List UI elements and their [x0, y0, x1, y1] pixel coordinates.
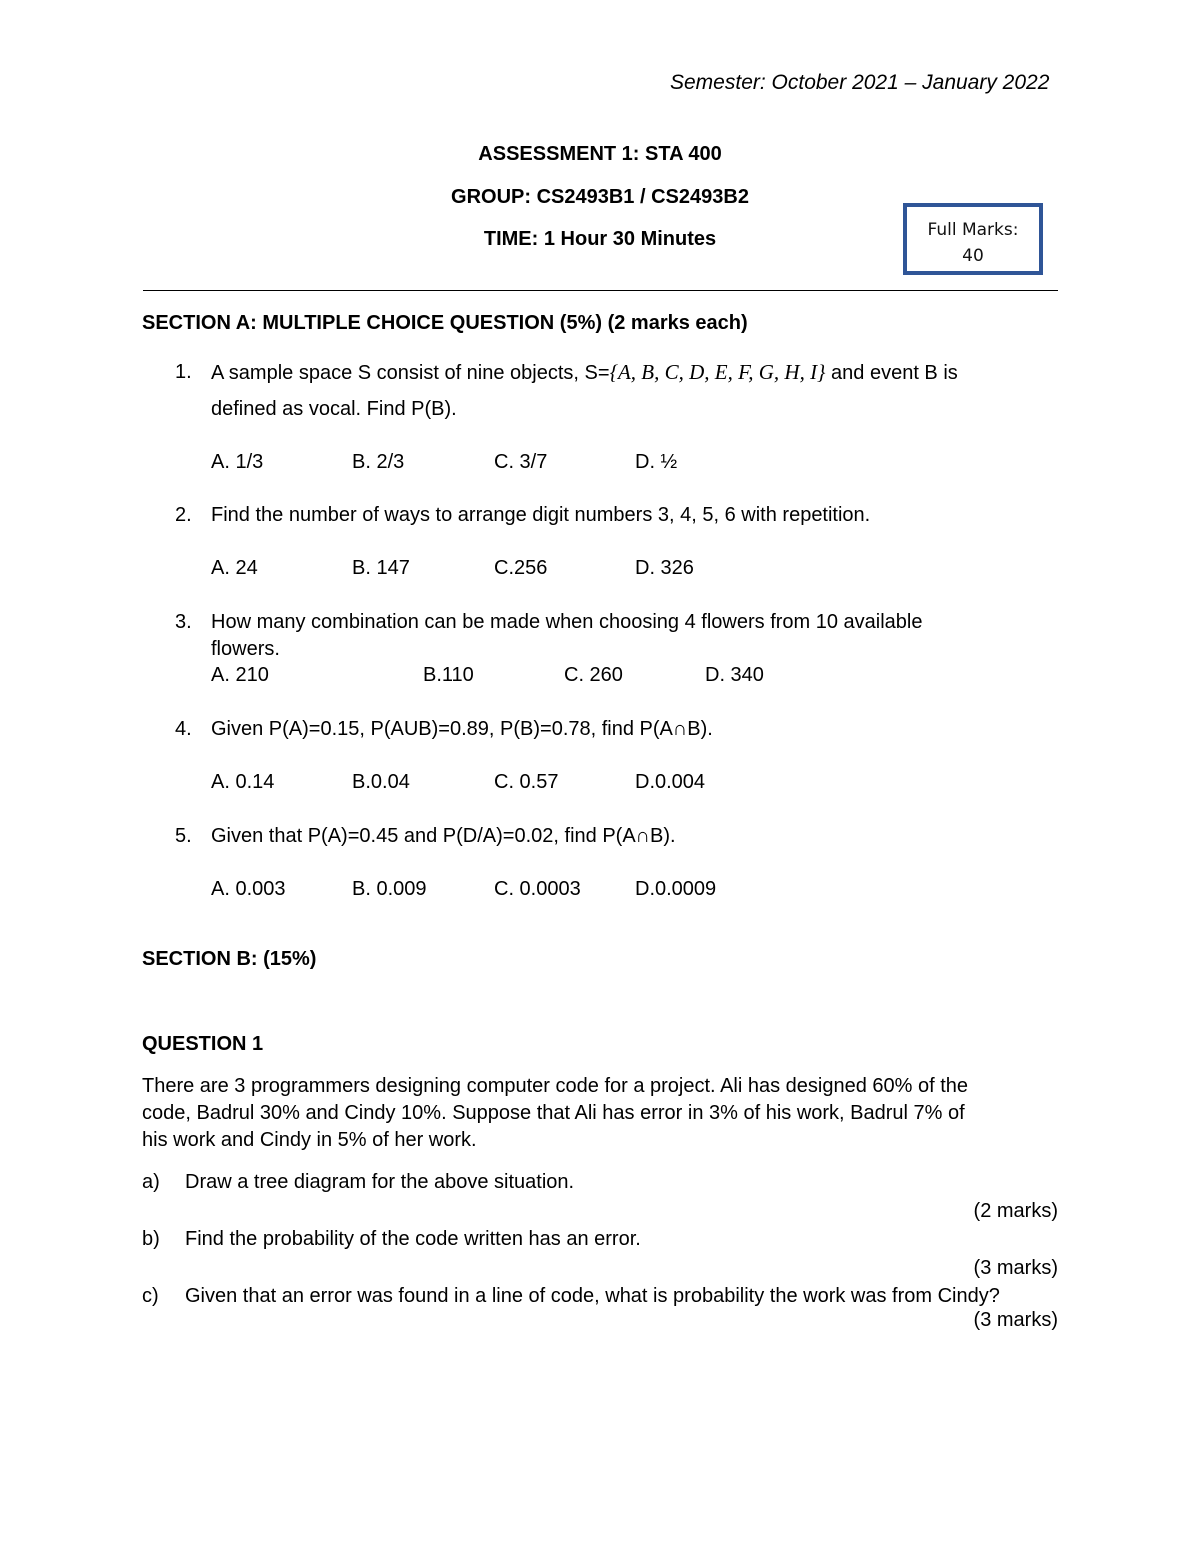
part-marks: (2 marks) [973, 1200, 1058, 1222]
full-marks-value: 40 [962, 246, 984, 267]
option-b: B. 147 [352, 557, 410, 579]
paragraph-line: his work and Cindy in 5% of her work. [142, 1129, 477, 1151]
part-marks: (3 marks) [973, 1257, 1058, 1279]
section-b-heading: SECTION B: (15%) [142, 948, 317, 970]
part-label: a) [142, 1171, 160, 1193]
paragraph-line: code, Badrul 30% and Cindy 10%. Suppose that Ali has error in 3% of his work, Badrul 7% of [142, 1102, 965, 1124]
option-a: A. 0.003 [211, 878, 286, 900]
option-c: C. 0.57 [494, 771, 559, 793]
question-text [211, 360, 958, 385]
part-text: Find the probability of the code written has an error. [185, 1228, 641, 1250]
time-line: TIME: 1 Hour 30 Minutes [483, 228, 717, 250]
option-a: A. 1/3 [211, 451, 264, 473]
question-text: How many combination can be made when choosing 4 flowers from 10 available [211, 611, 923, 633]
header-divider [143, 290, 1058, 291]
question-number: 5. [175, 825, 192, 847]
assessment-title: ASSESSMENT 1: STA 400 [478, 143, 722, 165]
semester-line: Semester: October 2021 – January 2022 [670, 71, 1050, 94]
full-marks-box [903, 203, 1043, 275]
option-c: C. 0.0003 [494, 878, 581, 900]
part-marks: (3 marks) [973, 1309, 1058, 1331]
question-number: 4. [175, 718, 192, 740]
question-text-end: and event B is [825, 362, 958, 384]
option-d: D. 340 [705, 664, 764, 686]
option-a: A. 0.14 [211, 771, 275, 793]
question-text-line2: flowers. [211, 638, 280, 660]
option-c: C. 260 [564, 664, 623, 686]
paragraph-line: There are 3 programmers designing computer code for a project. Ali has designed 60% of the [142, 1075, 969, 1097]
option-a: A. 210 [211, 664, 269, 686]
question-number: 1. [175, 361, 192, 383]
group-line: GROUP: CS2493B1 / CS2493B2 [451, 186, 749, 208]
question-number: 3. [175, 611, 192, 633]
option-b: B. 0.009 [352, 878, 427, 900]
part-label: b) [142, 1228, 160, 1250]
option-b: B. 2/3 [352, 451, 405, 473]
section-a-heading: SECTION A: MULTIPLE CHOICE QUESTION (5%) (2 marks each) [142, 312, 748, 334]
part-text: Draw a tree diagram for the above situation. [185, 1171, 575, 1193]
sample-space-set: {A, B, C, D, E, F, G, H, I} [609, 360, 826, 384]
part-label: c) [142, 1285, 159, 1307]
question-text-start: A sample space S consist of nine objects, S= [211, 362, 610, 384]
option-b: B.110 [423, 664, 474, 686]
question-1-title: QUESTION 1 [142, 1033, 264, 1055]
option-c: C.256 [494, 557, 548, 579]
option-a: A. 24 [211, 557, 258, 579]
option-c: C. 3/7 [494, 451, 548, 473]
question-text: Find the number of ways to arrange digit numbers 3, 4, 5, 6 with repetition. [211, 504, 871, 526]
option-d: D. ½ [635, 451, 678, 473]
option-d: D.0.0009 [635, 878, 717, 900]
question-number: 2. [175, 504, 192, 526]
option-d: D.0.004 [635, 771, 706, 793]
part-text: Given that an error was found in a line of code, what is probability the work was from Cindy? [185, 1285, 1000, 1307]
option-d: D. 326 [635, 557, 694, 579]
option-b: B.0.04 [352, 771, 410, 793]
question-text-line2: defined as vocal. Find P(B). [211, 398, 457, 420]
question-text: Given that P(A)=0.45 and P(D/A)=0.02, find P(A∩B). [211, 825, 676, 847]
question-text: Given P(A)=0.15, P(AUB)=0.89, P(B)=0.78, find P(A∩B). [211, 718, 713, 740]
full-marks-label: Full Marks: [927, 220, 1019, 240]
